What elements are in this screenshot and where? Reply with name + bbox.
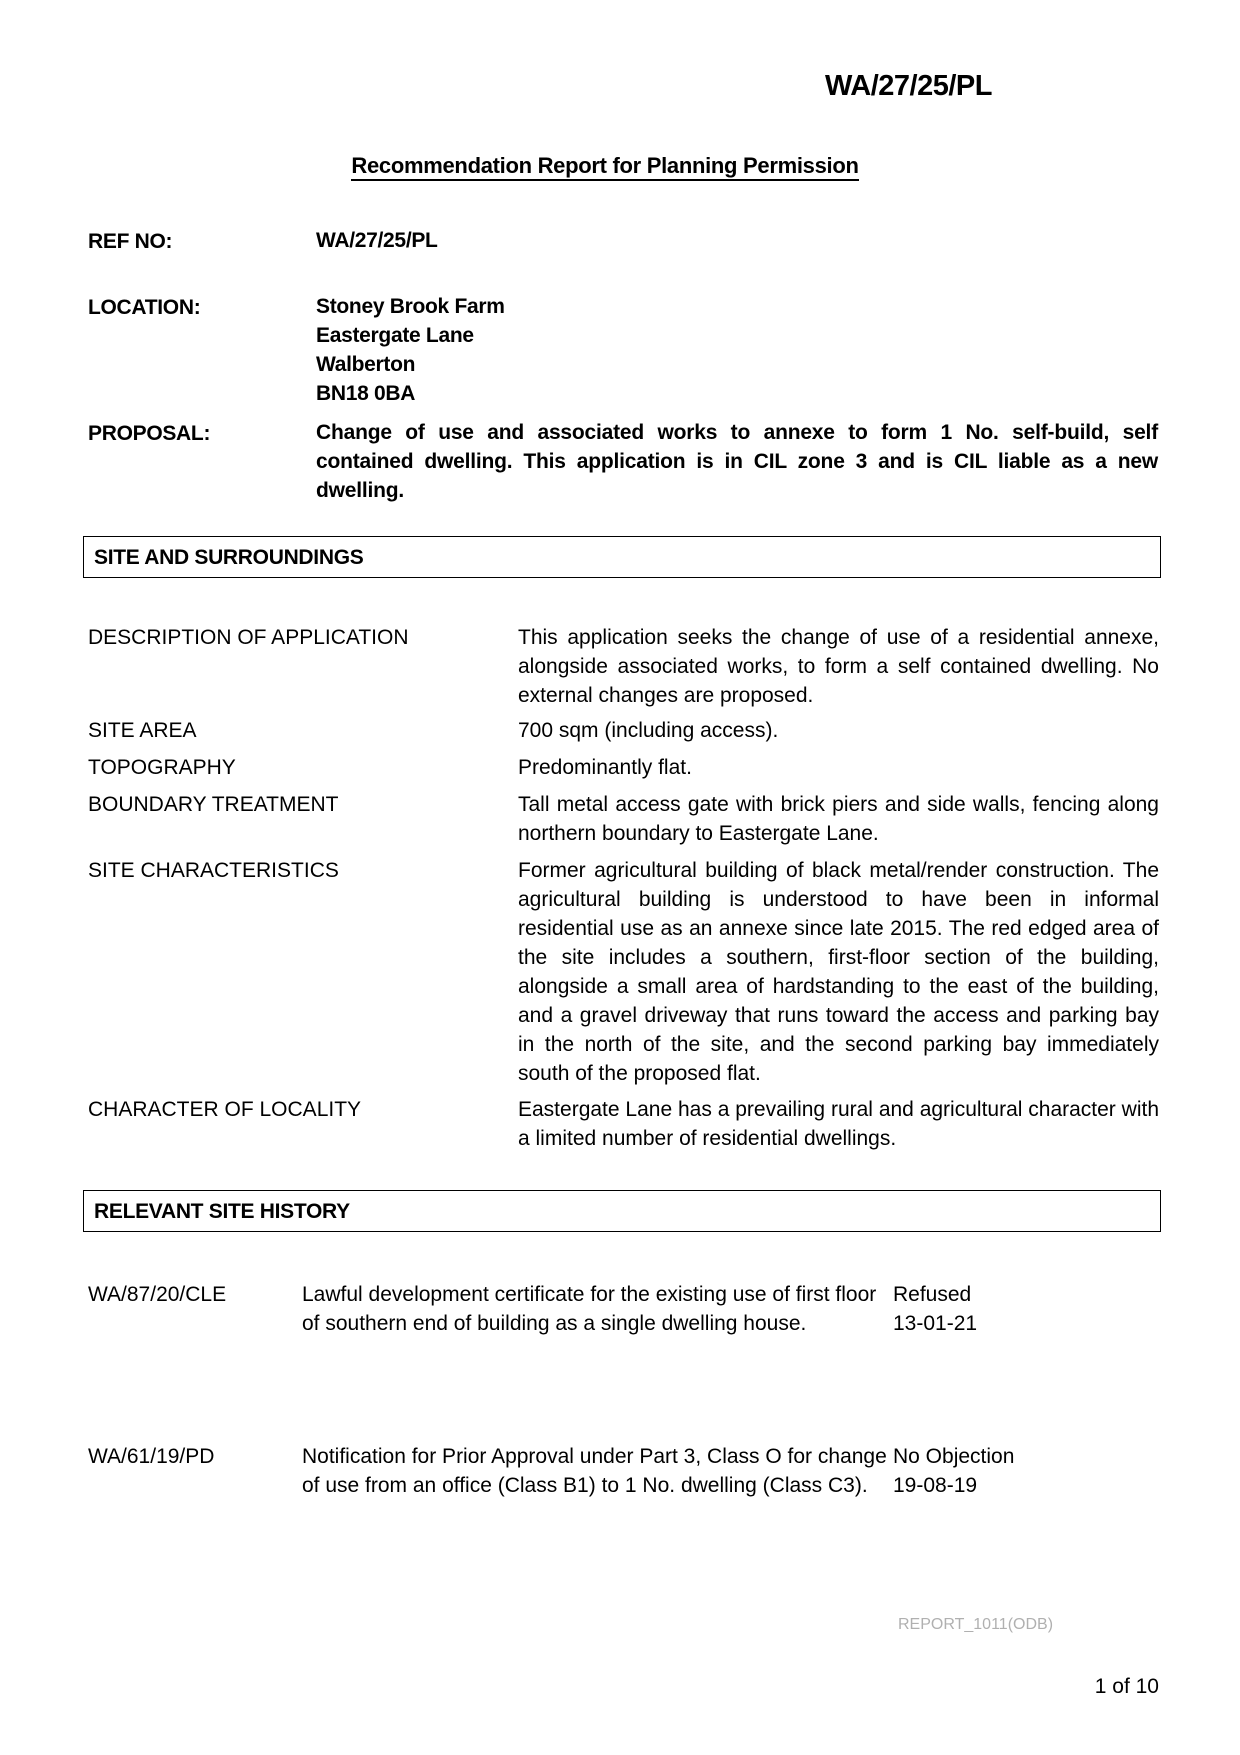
- location-line: Eastergate Lane: [316, 324, 474, 347]
- history-date: 13-01-21: [893, 1312, 978, 1335]
- site-area-label: SITE AREA: [88, 719, 197, 742]
- history-ref: WA/61/19/PD: [88, 1445, 215, 1468]
- topography-label: TOPOGRAPHY: [88, 756, 236, 779]
- proposal-text: Change of use and associated works to annexe to form 1 No. self-build, self contained dwelling. This application is in CIL zone 3 and is CIL liable as a new dwelling.: [316, 421, 1158, 502]
- location-line: BN18 0BA: [316, 382, 416, 405]
- location-label: LOCATION:: [88, 296, 201, 319]
- location-line: Walberton: [316, 353, 416, 376]
- report-title-text: Recommendation Report for Planning Permission: [351, 153, 858, 181]
- history-section-header: [83, 1190, 1161, 1232]
- history-decision: Refused: [893, 1283, 972, 1306]
- ref-no-label: REF NO:: [88, 230, 173, 253]
- history-description: Lawful development certificate for the existing use of first floor of southern end of building as a single dwelling house.: [302, 1283, 877, 1335]
- site-area-value: 700 sqm (including access).: [518, 719, 779, 742]
- history-decision: No Objection: [893, 1445, 1015, 1468]
- topography-value: Predominantly flat.: [518, 756, 692, 779]
- site-section-title: SITE AND SURROUNDINGS: [94, 546, 364, 569]
- history-section-title: RELEVANT SITE HISTORY: [94, 1200, 350, 1223]
- boundary-value: Tall metal access gate with brick piers and side walls, fencing along northern boundary to Eastergate Lane.: [518, 793, 1159, 845]
- history-status: [893, 1442, 1014, 1500]
- site-characteristics-label: SITE CHARACTERISTICS: [88, 859, 339, 882]
- proposal-label: PROPOSAL:: [88, 422, 211, 445]
- report-title: [0, 153, 1210, 179]
- site-section-header: [83, 536, 1161, 578]
- description-value: This application seeks the change of use of a residential annexe, alongside associated works, to form a self contained dwelling. No external changes are proposed.: [518, 626, 1159, 707]
- location-address: [316, 292, 505, 408]
- location-line: Stoney Brook Farm: [316, 295, 505, 318]
- report-code: REPORT_1011(ODB): [898, 1616, 1054, 1633]
- ref-no-value: WA/27/25/PL: [316, 229, 438, 252]
- character-value: Eastergate Lane has a prevailing rural and agricultural character with a limited number of residential dwellings.: [518, 1098, 1159, 1150]
- history-ref: WA/87/20/CLE: [88, 1283, 227, 1306]
- boundary-label: BOUNDARY TREATMENT: [88, 793, 339, 816]
- history-date: 19-08-19: [893, 1474, 978, 1497]
- site-characteristics-value: Former agricultural building of black metal/render construction. The agricultural building is understood to have been in informal residential use as an annexe since late 2015. The red edged area of the site includes a southern, first-floor section of the building, alongside a small area of hardstanding to the east of the building, and a gravel driveway that runs toward the access and parking bay in the north of the site, and the second parking bay immediately south of the proposed flat.: [518, 859, 1159, 1085]
- history-description: Notification for Prior Approval under Part 3, Class O for change of use from an office (Class B1) to 1 No. dwelling (Class C3).: [302, 1445, 887, 1497]
- header-reference: WA/27/25/PL: [825, 70, 992, 102]
- page-number: 1 of 10: [1094, 1675, 1159, 1698]
- history-status: [893, 1280, 977, 1338]
- description-label: DESCRIPTION OF APPLICATION: [88, 626, 409, 649]
- character-label: CHARACTER OF LOCALITY: [88, 1098, 362, 1121]
